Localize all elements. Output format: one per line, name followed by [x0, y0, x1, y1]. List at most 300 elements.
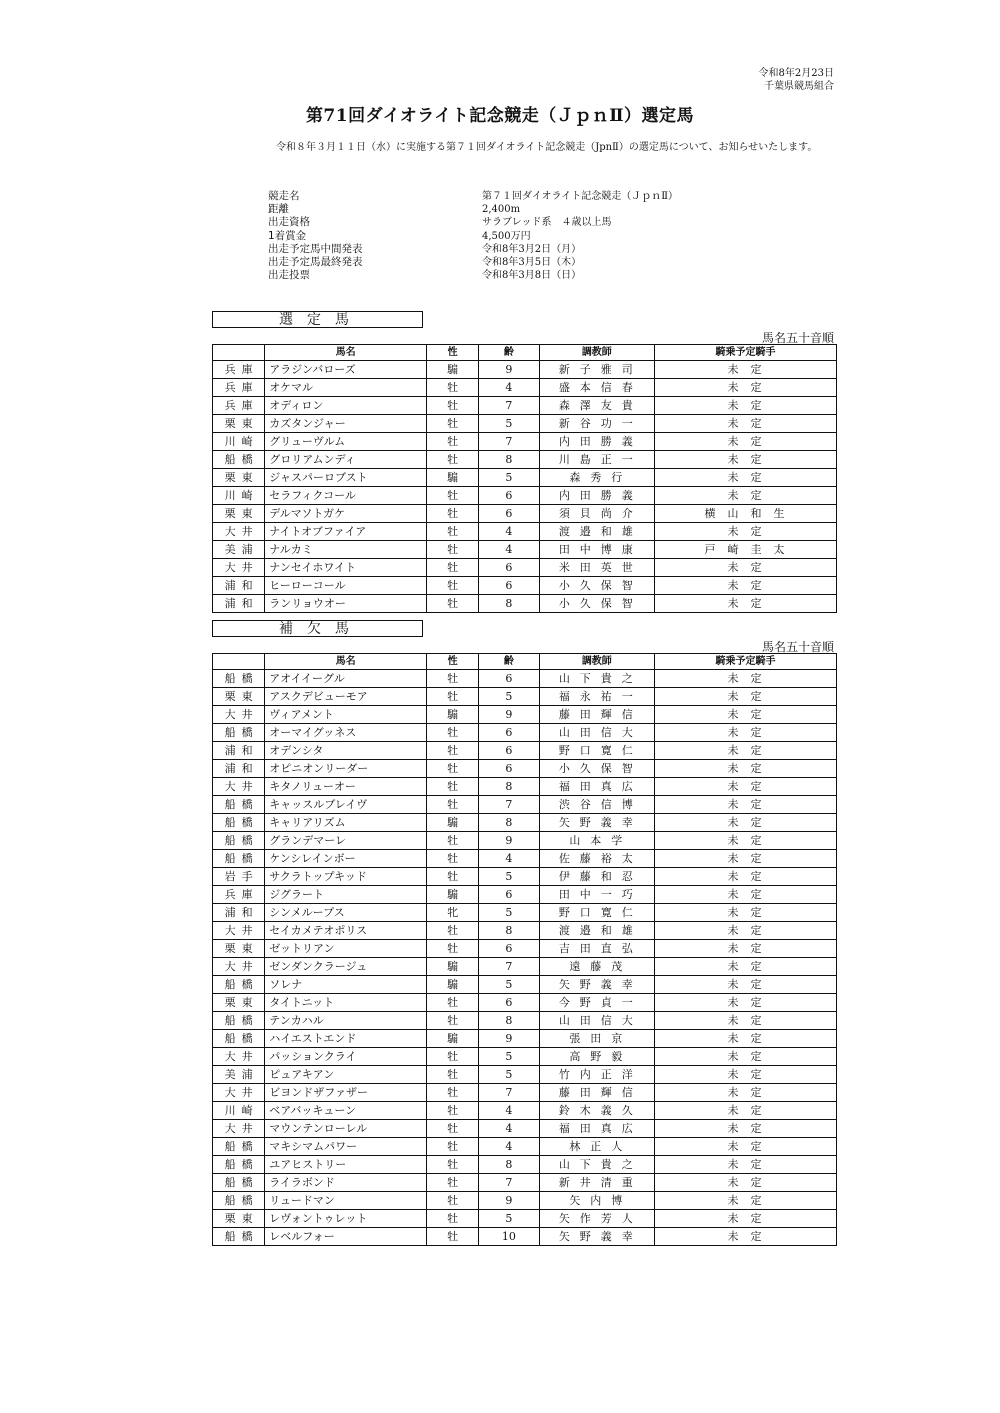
trainer-cell: 山下貴之	[539, 670, 655, 688]
table-row	[213, 1210, 837, 1228]
jockey-cell: 未定	[655, 724, 837, 742]
header-sex: 性	[427, 345, 479, 361]
trainer-cell: 吉田直弘	[539, 940, 655, 958]
region-cell: 船橋	[213, 796, 265, 814]
age-cell: 4	[479, 523, 539, 541]
table-row	[213, 778, 837, 796]
region-cell: 栗東	[213, 994, 265, 1012]
region-cell: 栗東	[213, 415, 265, 433]
info-label: 出走予定馬最終発表	[268, 256, 363, 269]
trainer-cell: 小久保智	[539, 760, 655, 778]
trainer-cell: 福永祐一	[539, 688, 655, 706]
table-row	[213, 868, 837, 886]
sex-cell: 牡	[427, 670, 479, 688]
horse-name-cell: ユアヒストリー	[265, 1156, 427, 1174]
age-cell: 4	[479, 1120, 539, 1138]
age-cell: 6	[479, 559, 539, 577]
age-cell: 7	[479, 433, 539, 451]
age-cell: 4	[479, 1138, 539, 1156]
horse-name-cell: ナルカミ	[265, 541, 427, 559]
region-cell: 兵庫	[213, 361, 265, 379]
trainer-cell: 森澤友貴	[539, 397, 655, 415]
jockey-cell: 未定	[655, 451, 837, 469]
trainer-cell: 竹内正洋	[539, 1066, 655, 1084]
jockey-cell: 未定	[655, 523, 837, 541]
trainer-cell: 新井清重	[539, 1174, 655, 1192]
age-cell: 7	[479, 796, 539, 814]
jockey-cell: 未定	[655, 868, 837, 886]
horse-name-cell: オーマイグッネス	[265, 724, 427, 742]
region-cell: 大井	[213, 523, 265, 541]
trainer-cell: 盛本信春	[539, 379, 655, 397]
table-row	[213, 688, 837, 706]
sex-cell: 牡	[427, 559, 479, 577]
age-cell: 5	[479, 868, 539, 886]
table-row	[213, 1102, 837, 1120]
age-cell: 8	[479, 922, 539, 940]
table-row	[213, 1084, 837, 1102]
table-row	[213, 742, 837, 760]
sex-cell: 牝	[427, 904, 479, 922]
jockey-cell: 未定	[655, 832, 837, 850]
table-row	[213, 1156, 837, 1174]
header-age: 齢	[479, 345, 539, 361]
age-cell: 7	[479, 1174, 539, 1192]
info-value: 4,500万円	[482, 230, 531, 242]
age-cell: 6	[479, 742, 539, 760]
horse-name-cell: パッションクライ	[265, 1048, 427, 1066]
jockey-cell: 未定	[655, 976, 837, 994]
table-row	[213, 415, 837, 433]
age-cell: 4	[479, 1102, 539, 1120]
info-value: 第７１回ダイオライト記念競走（ＪｐｎⅡ）	[482, 191, 678, 202]
trainer-cell: 川島正一	[539, 451, 655, 469]
info-label: 出走予定馬中間発表	[268, 242, 363, 255]
region-cell: 栗東	[213, 469, 265, 487]
header-trainer: 調教師	[539, 654, 655, 670]
table-row	[213, 505, 837, 523]
sex-cell: 牡	[427, 832, 479, 850]
header-region	[213, 654, 265, 670]
trainer-cell: 田中博康	[539, 541, 655, 559]
age-cell: 9	[479, 361, 539, 379]
table-row	[213, 469, 837, 487]
horse-name-cell: キャリアリズム	[265, 814, 427, 832]
table-row	[213, 976, 837, 994]
age-cell: 5	[479, 1048, 539, 1066]
trainer-cell: 矢野義幸	[539, 976, 655, 994]
sex-cell: 牡	[427, 760, 479, 778]
info-label: 1着賞金	[268, 229, 307, 242]
sex-cell: 牡	[427, 1156, 479, 1174]
age-cell: 5	[479, 1066, 539, 1084]
region-cell: 栗東	[213, 940, 265, 958]
sex-cell: 牡	[427, 1192, 479, 1210]
table-row	[213, 958, 837, 976]
trainer-cell: 渡邉和雄	[539, 523, 655, 541]
sex-cell: 騸	[427, 886, 479, 904]
jockey-cell: 未定	[655, 397, 837, 415]
sex-cell: 騸	[427, 976, 479, 994]
table-row	[213, 523, 837, 541]
region-cell: 兵庫	[213, 379, 265, 397]
sex-cell: 牡	[427, 1066, 479, 1084]
age-cell: 8	[479, 814, 539, 832]
sex-cell: 牡	[427, 577, 479, 595]
sex-cell: 牡	[427, 1084, 479, 1102]
age-cell: 5	[479, 415, 539, 433]
sex-cell: 騸	[427, 814, 479, 832]
jockey-cell: 未定	[655, 1156, 837, 1174]
table-row	[213, 541, 837, 559]
horse-name-cell: セイカメテオポリス	[265, 922, 427, 940]
region-cell: 船橋	[213, 670, 265, 688]
table-header-row	[213, 345, 837, 361]
info-row	[268, 203, 832, 216]
jockey-cell: 未定	[655, 415, 837, 433]
table-row	[213, 1048, 837, 1066]
sex-cell: 牡	[427, 778, 479, 796]
horse-name-cell: サクラトップキッド	[265, 868, 427, 886]
age-cell: 9	[479, 1192, 539, 1210]
sex-cell: 牡	[427, 505, 479, 523]
table-row	[213, 451, 837, 469]
reserve-order-note: 馬名五十音順	[761, 640, 834, 654]
trainer-cell: 今野貞一	[539, 994, 655, 1012]
horse-name-cell: テンカハル	[265, 1012, 427, 1030]
horse-name-cell: ビヨンドザファザー	[265, 1084, 427, 1102]
region-cell: 船橋	[213, 814, 265, 832]
jockey-cell: 未定	[655, 904, 837, 922]
jockey-cell: 未定	[655, 850, 837, 868]
jockey-cell: 未定	[655, 760, 837, 778]
trainer-cell: 内田勝義	[539, 487, 655, 505]
jockey-cell: 未定	[655, 1084, 837, 1102]
region-cell: 船橋	[213, 976, 265, 994]
region-cell: 船橋	[213, 1030, 265, 1048]
jockey-cell: 未定	[655, 940, 837, 958]
region-cell: 川崎	[213, 433, 265, 451]
region-cell: 浦和	[213, 595, 265, 613]
table-row	[213, 940, 837, 958]
trainer-cell: 田中一巧	[539, 886, 655, 904]
sex-cell: 牡	[427, 379, 479, 397]
jockey-cell: 未定	[655, 1120, 837, 1138]
age-cell: 6	[479, 505, 539, 523]
trainer-cell: 野口寛仁	[539, 742, 655, 760]
region-cell: 岩手	[213, 868, 265, 886]
region-cell: 船橋	[213, 724, 265, 742]
trainer-cell: 鈴木義久	[539, 1102, 655, 1120]
table-row	[213, 886, 837, 904]
header-name: 馬名	[265, 654, 427, 670]
jockey-cell: 未定	[655, 994, 837, 1012]
selected-order-note: 馬名五十音順	[761, 331, 834, 345]
jockey-cell: 未定	[655, 469, 837, 487]
info-row	[268, 256, 832, 269]
age-cell: 4	[479, 541, 539, 559]
age-cell: 8	[479, 595, 539, 613]
age-cell: 6	[479, 577, 539, 595]
horse-name-cell: リュードマン	[265, 1192, 427, 1210]
selected-section-label: 選定馬	[212, 311, 423, 328]
jockey-cell: 未定	[655, 1174, 837, 1192]
jockey-cell: 未定	[655, 670, 837, 688]
region-cell: 栗東	[213, 1210, 265, 1228]
header-trainer: 調教師	[539, 345, 655, 361]
jockey-cell: 未定	[655, 814, 837, 832]
age-cell: 6	[479, 994, 539, 1012]
region-cell: 浦和	[213, 904, 265, 922]
sex-cell: 牡	[427, 451, 479, 469]
sex-cell: 牡	[427, 742, 479, 760]
age-cell: 5	[479, 688, 539, 706]
sex-cell: 牡	[427, 1210, 479, 1228]
header-block	[759, 67, 834, 93]
info-row	[268, 216, 832, 229]
trainer-cell: 藤田輝信	[539, 706, 655, 724]
horse-name-cell: キタノリューオー	[265, 778, 427, 796]
age-cell: 8	[479, 1156, 539, 1174]
jockey-cell: 未定	[655, 1102, 837, 1120]
region-cell: 大井	[213, 1120, 265, 1138]
horse-name-cell: オピニオンリーダー	[265, 760, 427, 778]
table-row	[213, 1192, 837, 1210]
age-cell: 9	[479, 1030, 539, 1048]
age-cell: 8	[479, 1012, 539, 1030]
sex-cell: 騸	[427, 706, 479, 724]
jockey-cell: 未定	[655, 577, 837, 595]
trainer-cell: 林正人	[539, 1138, 655, 1156]
horse-name-cell: グランデマーレ	[265, 832, 427, 850]
info-value: 2,400m	[482, 204, 521, 216]
sex-cell: 牡	[427, 595, 479, 613]
sex-cell: 牡	[427, 1012, 479, 1030]
race-info	[268, 190, 832, 282]
table-row	[213, 433, 837, 451]
sex-cell: 牡	[427, 994, 479, 1012]
table-row	[213, 706, 837, 724]
trainer-cell: 渋谷信博	[539, 796, 655, 814]
sex-cell: 牡	[427, 433, 479, 451]
age-cell: 6	[479, 940, 539, 958]
table-row	[213, 361, 837, 379]
table-row	[213, 832, 837, 850]
trainer-cell: 須貝尚介	[539, 505, 655, 523]
table-row	[213, 904, 837, 922]
sex-cell: 騸	[427, 958, 479, 976]
header-age: 齢	[479, 654, 539, 670]
region-cell: 大井	[213, 1084, 265, 1102]
horse-name-cell: ハイエストエンド	[265, 1030, 427, 1048]
jockey-cell: 未定	[655, 688, 837, 706]
region-cell: 船橋	[213, 832, 265, 850]
horse-name-cell: ベアバッキューン	[265, 1102, 427, 1120]
sex-cell: 牡	[427, 1138, 479, 1156]
table-row	[213, 760, 837, 778]
sex-cell: 牡	[427, 1102, 479, 1120]
sex-cell: 牡	[427, 415, 479, 433]
trainer-cell: 矢作芳人	[539, 1210, 655, 1228]
horse-name-cell: オケマル	[265, 379, 427, 397]
horse-name-cell: レヴォントゥレット	[265, 1210, 427, 1228]
region-cell: 川崎	[213, 487, 265, 505]
trainer-cell: 小久保智	[539, 595, 655, 613]
sex-cell: 騸	[427, 361, 479, 379]
sex-cell: 牡	[427, 868, 479, 886]
region-cell: 船橋	[213, 451, 265, 469]
horse-name-cell: ゼンダンクラージュ	[265, 958, 427, 976]
age-cell: 8	[479, 451, 539, 469]
horse-name-cell: アスクデビューモア	[265, 688, 427, 706]
table-row	[213, 1030, 837, 1048]
horse-name-cell: シンメループス	[265, 904, 427, 922]
horse-name-cell: ライラボンド	[265, 1174, 427, 1192]
region-cell: 船橋	[213, 850, 265, 868]
table-row	[213, 1174, 837, 1192]
region-cell: 兵庫	[213, 397, 265, 415]
age-cell: 7	[479, 1084, 539, 1102]
sex-cell: 牡	[427, 796, 479, 814]
jockey-cell: 未定	[655, 361, 837, 379]
table-row	[213, 1066, 837, 1084]
region-cell: 美浦	[213, 1066, 265, 1084]
horse-name-cell: タイトニット	[265, 994, 427, 1012]
sex-cell: 牡	[427, 1120, 479, 1138]
page-title: 第71回ダイオライト記念競走（ＪｐｎⅡ）選定馬	[305, 106, 695, 126]
sex-cell: 牡	[427, 1174, 479, 1192]
info-label: 出走投票	[268, 269, 310, 282]
age-cell: 5	[479, 1210, 539, 1228]
header-jockey: 騎乗予定騎手	[655, 654, 837, 670]
sex-cell: 牡	[427, 523, 479, 541]
table-row	[213, 577, 837, 595]
region-cell: 大井	[213, 559, 265, 577]
jockey-cell: 未定	[655, 1048, 837, 1066]
horse-name-cell: レベルフォー	[265, 1228, 427, 1246]
horse-name-cell: カズタンジャー	[265, 415, 427, 433]
region-cell: 船橋	[213, 1156, 265, 1174]
horse-name-cell: ヴィアメント	[265, 706, 427, 724]
trainer-cell: 佐藤裕太	[539, 850, 655, 868]
jockey-cell: 未定	[655, 706, 837, 724]
trainer-cell: 高野毅	[539, 1048, 655, 1066]
table-row	[213, 1228, 837, 1246]
horse-name-cell: ゼットリアン	[265, 940, 427, 958]
trainer-cell: 福田真広	[539, 778, 655, 796]
jockey-cell: 未定	[655, 487, 837, 505]
horse-name-cell: アラジンバローズ	[265, 361, 427, 379]
intro-text: 令和８年３月１１日（水）に実施する第７１回ダイオライト記念競走（JpnⅡ）の選定馬について、お知らせいたします。	[276, 142, 818, 153]
sex-cell: 牡	[427, 922, 479, 940]
age-cell: 6	[479, 886, 539, 904]
jockey-cell: 未定	[655, 1030, 837, 1048]
horse-name-cell: ケンシレインボー	[265, 850, 427, 868]
jockey-cell: 未定	[655, 1012, 837, 1030]
region-cell: 美浦	[213, 541, 265, 559]
horse-name-cell: ヒーローコール	[265, 577, 427, 595]
horse-name-cell: オディロン	[265, 397, 427, 415]
table-row	[213, 724, 837, 742]
age-cell: 6	[479, 487, 539, 505]
reserve-table	[212, 653, 837, 1246]
header-region	[213, 345, 265, 361]
jockey-cell: 未定	[655, 958, 837, 976]
selected-table	[212, 344, 837, 613]
jockey-cell: 未定	[655, 379, 837, 397]
jockey-cell: 戸崎圭太	[655, 541, 837, 559]
jockey-cell: 未定	[655, 1210, 837, 1228]
reserve-section-label: 補欠馬	[212, 620, 423, 637]
horse-name-cell: ソレナ	[265, 976, 427, 994]
jockey-cell: 未定	[655, 1228, 837, 1246]
age-cell: 6	[479, 760, 539, 778]
info-value: 令和8年3月8日（日）	[482, 270, 582, 282]
table-header-row	[213, 654, 837, 670]
jockey-cell: 未定	[655, 886, 837, 904]
header-jockey: 騎乗予定騎手	[655, 345, 837, 361]
region-cell: 船橋	[213, 1012, 265, 1030]
table-row	[213, 850, 837, 868]
trainer-cell: 山本学	[539, 832, 655, 850]
table-row	[213, 994, 837, 1012]
trainer-cell: 張田京	[539, 1030, 655, 1048]
trainer-cell: 山田信大	[539, 1012, 655, 1030]
region-cell: 浦和	[213, 760, 265, 778]
table-row	[213, 559, 837, 577]
info-value: サラブレッド系 ４歳以上馬	[482, 217, 612, 229]
region-cell: 浦和	[213, 742, 265, 760]
trainer-cell: 米田英世	[539, 559, 655, 577]
info-value: 令和8年3月2日（月）	[482, 243, 582, 255]
horse-name-cell: グリューヴルム	[265, 433, 427, 451]
horse-name-cell: セラフィクコール	[265, 487, 427, 505]
table-row	[213, 379, 837, 397]
age-cell: 7	[479, 397, 539, 415]
sex-cell: 牡	[427, 940, 479, 958]
horse-name-cell: オデンシタ	[265, 742, 427, 760]
sex-cell: 牡	[427, 850, 479, 868]
sex-cell: 牡	[427, 487, 479, 505]
info-label: 競走名	[268, 190, 300, 202]
info-row	[268, 190, 832, 203]
trainer-cell: 山田信大	[539, 724, 655, 742]
horse-name-cell: キャッスルブレイヴ	[265, 796, 427, 814]
age-cell: 5	[479, 904, 539, 922]
table-row	[213, 487, 837, 505]
info-row	[268, 230, 832, 243]
trainer-cell: 野口寛仁	[539, 904, 655, 922]
trainer-cell: 伊藤和忍	[539, 868, 655, 886]
trainer-cell: 藤田輝信	[539, 1084, 655, 1102]
age-cell: 6	[479, 670, 539, 688]
table-row	[213, 1012, 837, 1030]
horse-name-cell: ナイトオブファイア	[265, 523, 427, 541]
region-cell: 大井	[213, 778, 265, 796]
trainer-cell: 遠藤茂	[539, 958, 655, 976]
table-row	[213, 670, 837, 688]
table-row	[213, 1120, 837, 1138]
info-row	[268, 269, 832, 282]
region-cell: 大井	[213, 706, 265, 724]
sex-cell: 牡	[427, 1048, 479, 1066]
table-row	[213, 397, 837, 415]
trainer-cell: 新子雅司	[539, 361, 655, 379]
age-cell: 4	[479, 850, 539, 868]
age-cell: 8	[479, 778, 539, 796]
info-value: 令和8年3月5日（木）	[482, 257, 582, 269]
trainer-cell: 矢野義幸	[539, 814, 655, 832]
